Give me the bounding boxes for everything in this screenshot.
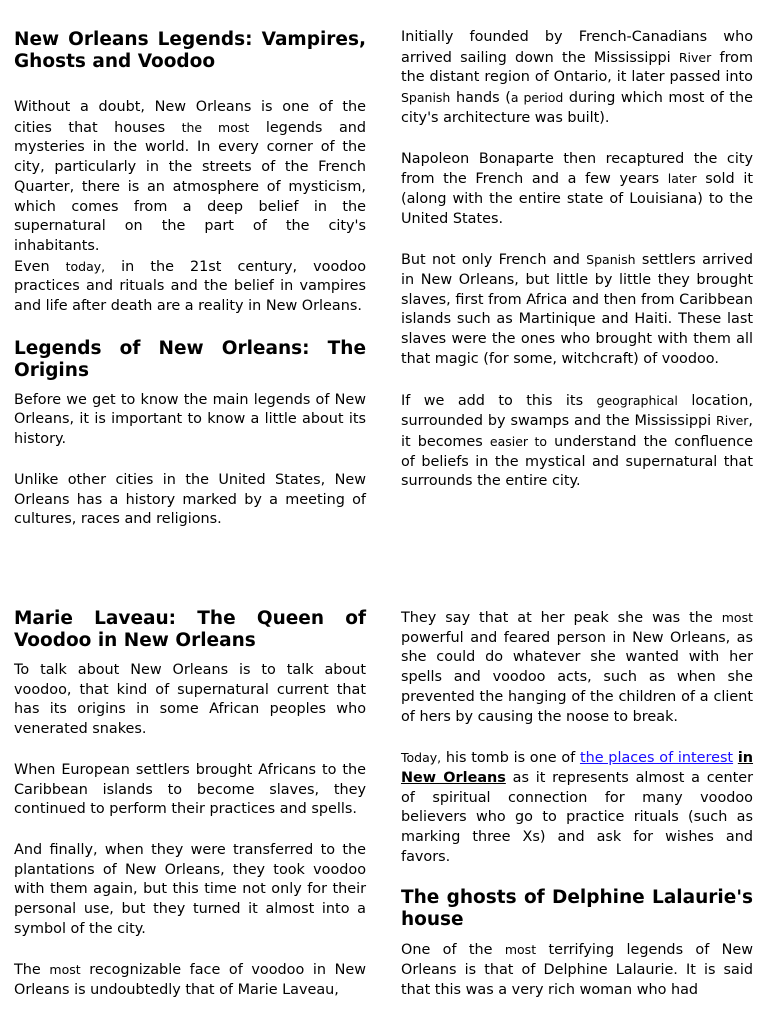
laveau-paragraph-4: The most recognizable face of voodoo in New Orleans is undoubtedly that of Marie Laveau, bbox=[14, 962, 367, 999]
section2-left-column bbox=[14, 608, 366, 1001]
intro-paragraph: Without a doubt, New Orleans is one of the cities that houses the most legends and mysteries in the world. In every corner of the city, particularly in the streets of the French Quarter, there is an atmosphere of mysticism, which comes from a deep belief in the supernatural on the part of the city's inhabitants. bbox=[14, 99, 367, 254]
places-of-interest-link[interactable]: the places of interest bbox=[579, 750, 734, 767]
section2-right-column bbox=[401, 608, 753, 1001]
history-paragraph-1: Initially founded by French-Canadians who arrived sailing down the Mississippi River from the distant region of Ontario, it later passed into Spanish hands (a period during which most of the city's architecture was built). bbox=[401, 29, 754, 126]
laveau-paragraph-2: When European settlers brought Africans to the Caribbean islands to become slaves, they continued to perform their practices and spells. bbox=[14, 761, 366, 818]
section1-left-column bbox=[14, 29, 366, 530]
laveau-paragraph-1: To talk about New Orleans is to talk about voodoo, that kind of supernatural current that has its origins in some African peoples who venerated snakes. bbox=[14, 662, 366, 738]
even-today-paragraph: Even today, in the 21st century, voodoo practices and rituals and the belief in vampires and life after death are a reality in New Orleans. bbox=[14, 258, 366, 315]
origins-paragraph-1: Before we get to know the main legends of New Orleans, it is important to know a little about its history. bbox=[14, 391, 366, 448]
delphine-heading: The ghosts of Delphine Lalaurie's house bbox=[401, 887, 753, 931]
article-title: New Orleans Legends: Vampires, Ghosts and Voodoo bbox=[14, 29, 366, 72]
laveau-peak-paragraph: They say that at her peak she was the most powerful and feared person in New Orleans, as she could do whatever she wanted with her spells and voodoo acts, such as when she prevented the hanging of the children of a client of hers by causing the noose to break. bbox=[401, 610, 753, 725]
section1-right-column bbox=[401, 28, 753, 492]
history-paragraph-3: But not only French and Spanish settlers arrived in New Orleans, but little by little they brought slaves, first from Africa and then from Caribbean islands such as Martinique and Haiti. These last slaves were the ones who brought with them all that magic (for some, witchcraft) of voodoo. bbox=[401, 252, 753, 367]
delphine-paragraph-1: One of the most terrifying legends of New Orleans is that of Delphine Lalaurie. It is said that this was a very rich woman who had bbox=[401, 942, 754, 998]
origins-heading: Legends of New Orleans: The Origins bbox=[14, 337, 366, 381]
history-paragraph-4: If we add to this its geographical location, surrounded by swamps and the Mississippi River, it becomes easier to understand the confluence of beliefs in the mystical and supernatural that surrounds the entire city. bbox=[401, 392, 754, 490]
laveau-heading: Marie Laveau: The Queen of Voodoo in New Orleans bbox=[14, 608, 366, 651]
laveau-paragraph-3: And finally, when they were transferred to the plantations of New Orleans, they took voodoo with them again, but this time not only for their personal use, but they turned it almost into a symbol of the city. bbox=[14, 841, 366, 937]
new-orleans-bold-link[interactable]: in New Orleans bbox=[401, 750, 754, 786]
laveau-tomb-paragraph: Today, his tomb is one of the places of interest in New Orleans as it represents almost a center of spiritual connection for many voodoo believers who go to practice rituals (such as marking three Xs) and ask for wishes and favors. bbox=[401, 750, 754, 865]
history-paragraph-2: Napoleon Bonaparte then recaptured the city from the French and a few years later sold it (along with the entire state of Louisiana) to the United States. bbox=[401, 150, 753, 227]
origins-paragraph-2: Unlike other cities in the United States, New Orleans has a history marked by a meeting of cultures, races and religions. bbox=[14, 471, 366, 528]
